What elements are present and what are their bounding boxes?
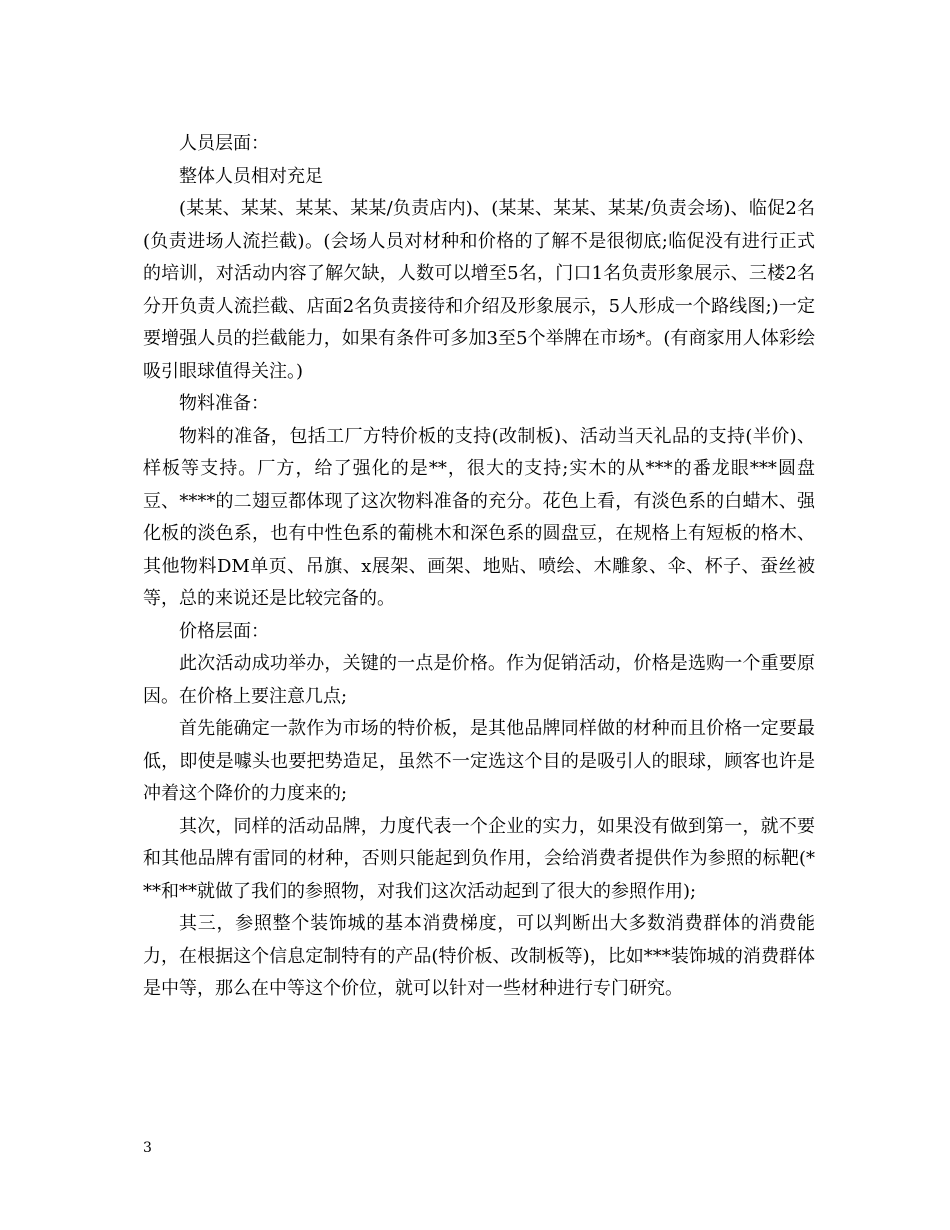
- paragraph: (某某、某某、某某、某某/负责店内)、(某某、某某、某某/负责会场)、临促2名(负责进场人流拦截)。(会场人员对材种和价格的了解不是很彻底;临促没有进行正式的培训，对活动内容了解欠缺，人数可以增至5名，门口1名负责形象展示、三楼2名分开负责人流拦截、店面2名负责接待和介绍及形象展示，5人形成一个路线图;)一定要增强人员的拦截能力，如果有条件可多加3至5个举牌在市场*。(有商家用人体彩绘吸引眼球值得关注。): [143, 198, 815, 382]
- paragraph: 其次，同样的活动品牌，力度代表一个企业的实力，如果没有做到第一，就不要和其他品牌有雷同的材种，否则只能起到负作用，会给消费者提供作为参照的标靶(***和**就做了我们的参照物，对我们这次活动起到了很大的参照作用);: [143, 815, 815, 902]
- section-heading-personnel: 人员层面：: [179, 133, 269, 154]
- paragraph: 物料的准备，包括工厂方特价板的支持(改制板)、活动当天礼品的支持(半价)、样板等支持。厂方，给了强化的是**，很大的支持;实木的从***的番龙眼***圆盘豆、****的二翅豆都体现了这次物料准备的充分。花色上看，有淡色系的白蜡木、强化板的淡色系，也有中性色系的葡桃木和深色系的圆盘豆，在规格上有短板的格木、其他物料DM单页、吊旗、x展架、画架、地贴、喷绘、木雕象、伞、杯子、蚕丝被等，总的来说还是比较完备的。: [143, 425, 815, 609]
- document-body: [143, 128, 815, 1006]
- paragraph: 整体人员相对充足: [179, 165, 323, 187]
- paragraph: 此次活动成功举办，关键的一点是价格。作为促销活动，价格是选购一个重要原因。在价格上要注意几点;: [143, 653, 815, 707]
- page-number: 3: [143, 1140, 152, 1156]
- section-heading-materials: 物料准备：: [179, 393, 269, 414]
- paragraph: 首先能确定一款作为市场的特价板，是其他品牌同样做的材种而且价格一定要最低，即使是噱头也要把势造足，虽然不一定选这个目的是吸引人的眼球，顾客也许是冲着这个降价的力度来的;: [143, 718, 815, 804]
- section-heading-price: 价格层面：: [179, 620, 269, 642]
- paragraph: 其三，参照整个装饰城的基本消费梯度，可以判断出大多数消费群体的消费能力，在根据这个信息定制特有的产品(特价板、改制板等)，比如***装饰城的消费群体是中等，那么在中等这个价位，就可以针对一些材种进行专门研究。: [143, 913, 815, 999]
